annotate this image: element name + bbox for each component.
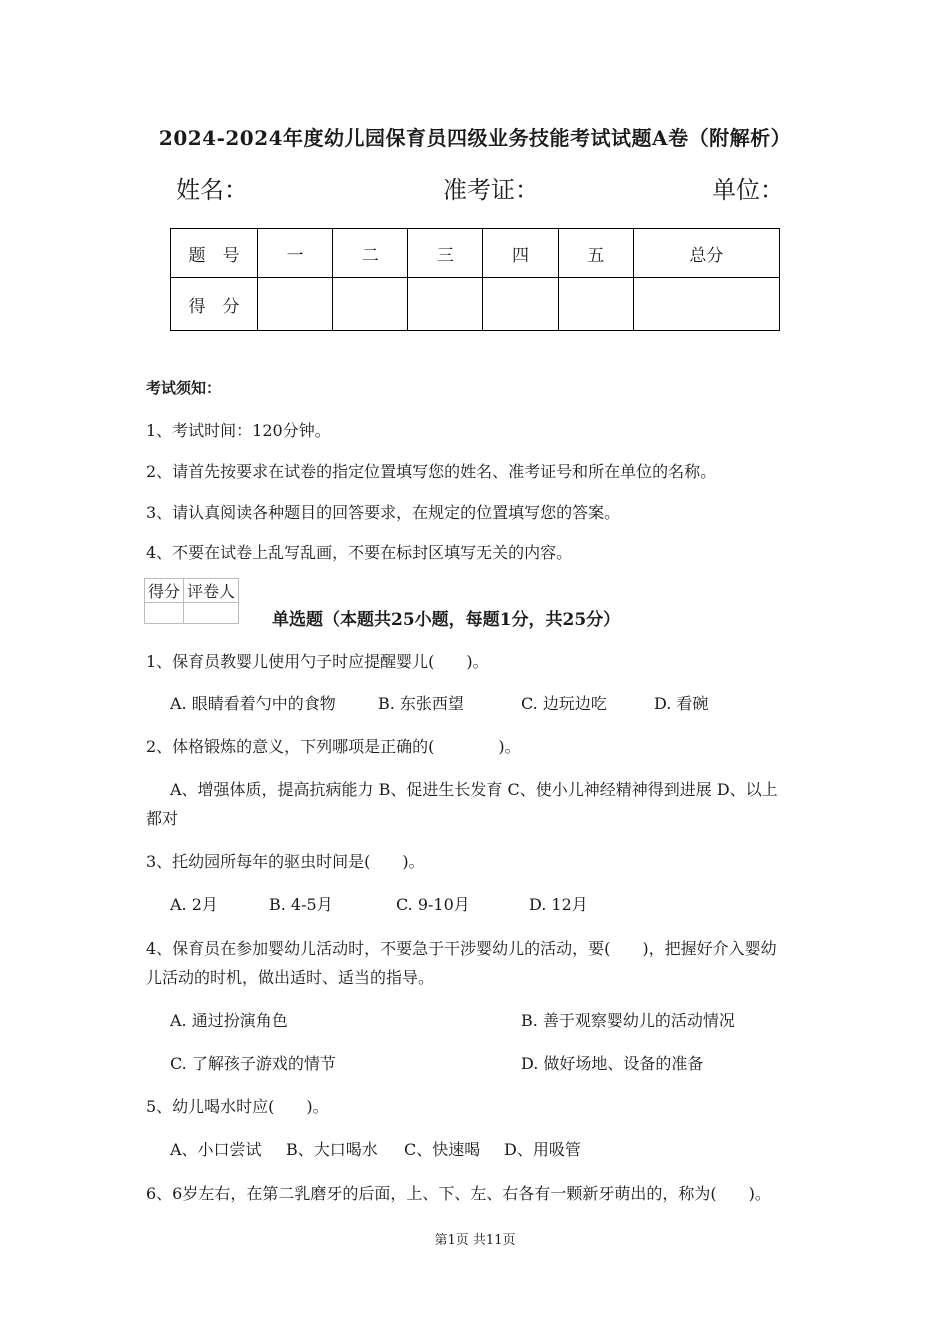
answer-option: C. 了解孩子游戏的情节	[170, 1054, 336, 1073]
notice-heading: 考试须知：	[146, 379, 222, 397]
grader-reviewer-cell[interactable]	[184, 603, 239, 624]
score-table-header-row	[171, 229, 780, 278]
answer-option: C. 边玩边吃	[521, 694, 607, 713]
answer-option: B. 4-5月	[269, 895, 333, 914]
answer-options-line: A、增强体质，提高抗病能力 B、促进生长发育 C、使小儿神经精神得到进展 D、以上	[170, 780, 778, 799]
answer-option: A. 2月	[170, 895, 218, 914]
notice-item: 4、不要在试卷上乱写乱画，不要在标封区填写无关的内容。	[146, 543, 573, 562]
question-stem: 4、保育员在参加婴幼儿活动时，不要急于干涉婴幼儿的活动，要( )，把握好介入婴幼	[146, 939, 777, 958]
grader-score-label: 得分	[145, 579, 184, 603]
question-stem: 6、6岁左右，在第二乳磨牙的后面，上、下、左、右各有一颗新牙萌出的，称为( )。	[146, 1184, 771, 1203]
question-stem: 5、幼儿喝水时应( )。	[146, 1097, 329, 1116]
grader-reviewer-label: 评卷人	[184, 579, 239, 603]
grader-box	[144, 578, 239, 624]
score-row-label: 得 分	[171, 278, 258, 331]
score-table-header-cell: 二	[333, 229, 408, 278]
score-cell[interactable]	[333, 278, 408, 331]
score-cell[interactable]	[483, 278, 558, 331]
score-table-header-cell: 一	[258, 229, 333, 278]
name-field-label: 姓名：	[176, 176, 248, 204]
score-table-header-cell: 总分	[633, 229, 779, 278]
exam-id-field-label: 准考证：	[443, 176, 539, 204]
notice-item: 1、考试时间：120分钟。	[146, 421, 331, 440]
notice-item: 3、请认真阅读各种题目的回答要求，在规定的位置填写您的答案。	[146, 503, 621, 522]
score-table-score-row	[171, 278, 780, 331]
answer-option: A. 眼睛看着勺中的食物	[170, 694, 336, 713]
answer-option: D. 12月	[529, 895, 588, 914]
answer-option: B. 善于观察婴幼儿的活动情况	[521, 1011, 735, 1030]
answer-option: A、小口尝试	[170, 1140, 262, 1159]
exam-title: 2024-2024年度幼儿园保育员四级业务技能考试试题A卷（附解析）	[158, 126, 792, 150]
section-title: 单选题（本题共25小题，每题1分，共25分）	[272, 610, 621, 630]
answer-option: B、大口喝水	[286, 1140, 378, 1159]
answer-option: C、快速喝	[404, 1140, 481, 1159]
score-cell[interactable]	[558, 278, 633, 331]
score-cell[interactable]	[258, 278, 333, 331]
answer-option: D、用吸管	[504, 1140, 581, 1159]
question-stem: 3、托幼园所每年的驱虫时间是( )。	[146, 852, 425, 871]
score-table-header-cell: 三	[408, 229, 483, 278]
score-table-header-cell: 五	[558, 229, 633, 278]
unit-field-label: 单位：	[712, 176, 784, 204]
score-table-header-cell: 题 号	[171, 229, 258, 278]
score-cell[interactable]	[633, 278, 779, 331]
question-stem: 1、保育员教婴儿使用勺子时应提醒婴儿( )。	[146, 652, 489, 671]
answer-option: A. 通过扮演角色	[170, 1011, 288, 1030]
notice-item: 2、请首先按要求在试卷的指定位置填写您的姓名、准考证号和所在单位的名称。	[146, 462, 717, 481]
grader-score-cell[interactable]	[145, 603, 184, 624]
question-stem: 2、体格锻炼的意义，下列哪项是正确的( )。	[146, 737, 521, 756]
answer-options-line: 都对	[146, 809, 179, 828]
score-table	[170, 228, 780, 331]
score-cell[interactable]	[408, 278, 483, 331]
page-footer: 第1页 共11页	[434, 1233, 516, 1248]
answer-option: D. 看碗	[654, 694, 709, 713]
score-table-header-cell: 四	[483, 229, 558, 278]
question-stem: 儿活动的时机，做出适时、适当的指导。	[146, 968, 435, 987]
answer-option: B. 东张西望	[378, 694, 464, 713]
answer-option: D. 做好场地、设备的准备	[521, 1054, 704, 1073]
answer-option: C. 9-10月	[396, 895, 470, 914]
